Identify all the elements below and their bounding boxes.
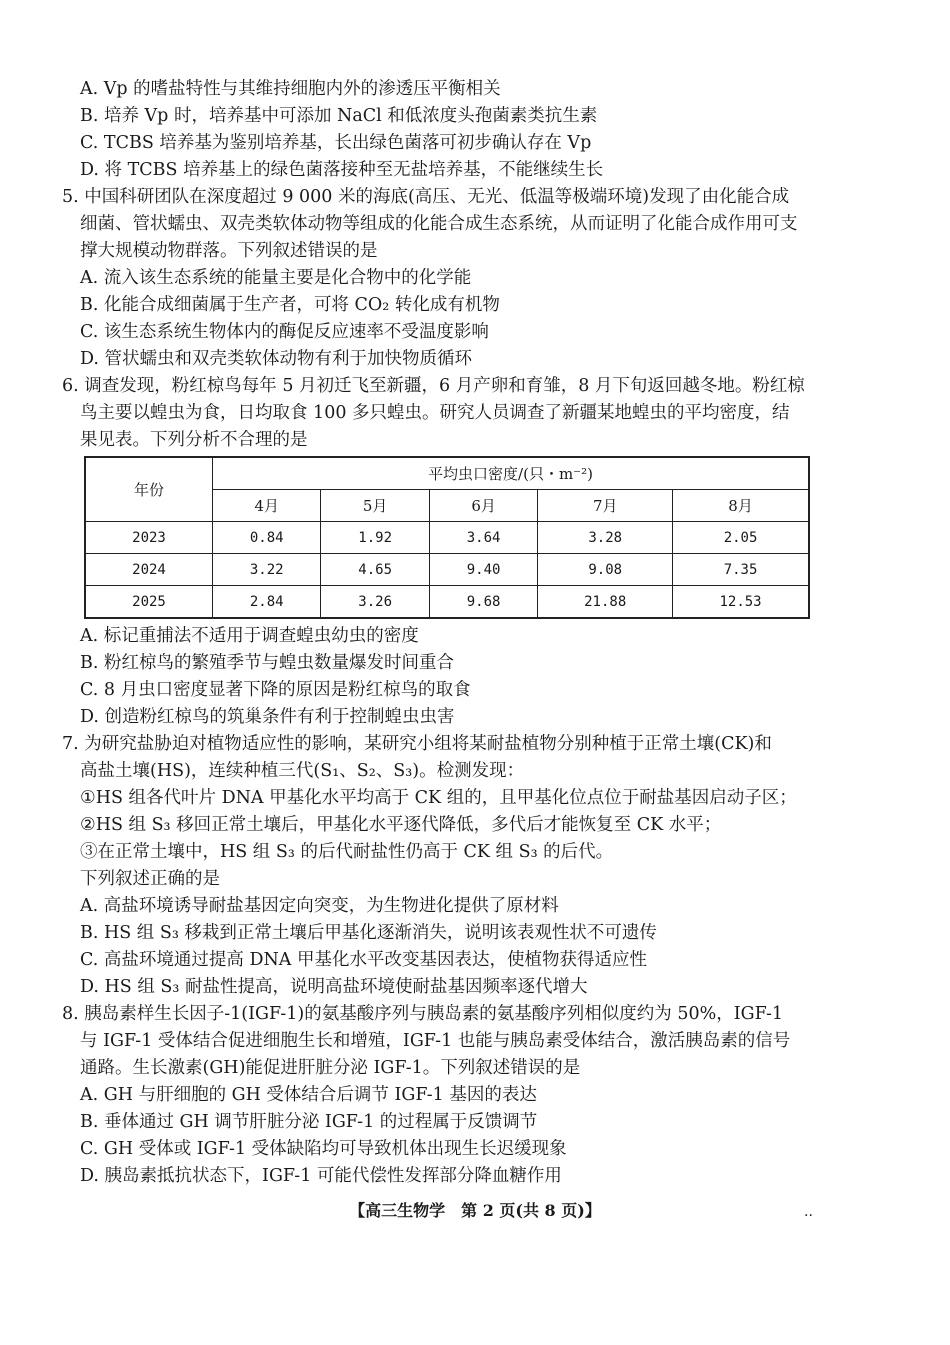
density-cell: 3.64 [429, 522, 537, 554]
density-cell: 4.65 [321, 554, 429, 586]
q7-option-c: C. 高盐环境通过提高 DNA 甲基化水平改变基因表达，使植物获得适应性 [80, 950, 647, 970]
q7-finding-1: ①HS 组各代叶片 DNA 甲基化水平均高于 CK 组的，且甲基化位点位于耐盐基因启动子区； [80, 788, 797, 808]
density-cell: 7.35 [673, 554, 809, 586]
table-row [85, 522, 809, 554]
q7-stem-line-2: 高盐土壤(HS)，连续种植三代(S₁、S₂、S₃)。检测发现： [80, 761, 525, 781]
q6-stem-line-1: 6. 调查发现，粉红椋鸟每年 5 月初迁飞至新疆，6 月产卵和育雏，8 月下旬返回越冬地。粉红椋 [62, 376, 805, 396]
year-header: 年份 [85, 457, 213, 522]
month-header: 8月 [673, 490, 809, 522]
q7-finding-2: ②HS 组 S₃ 移回正常土壤后，甲基化水平逐代降低，多代后才能恢复至 CK 水平； [80, 815, 722, 835]
year-cell: 2025 [85, 586, 213, 619]
q5-option-b: B. 化能合成细菌属于生产者，可将 CO₂ 转化成有机物 [80, 295, 500, 315]
q4-option-c: C. TCBS 培养基为鉴别培养基，长出绿色菌落可初步确认存在 Vp [80, 133, 592, 153]
q7-option-b: B. HS 组 S₃ 移栽到正常土壤后甲基化逐渐消失，说明该表观性状不可遗传 [80, 923, 657, 943]
q6-option-b: B. 粉红椋鸟的繁殖季节与蝗虫数量爆发时间重合 [80, 653, 454, 673]
q5-stem-line-2: 细菌、管状蠕虫、双壳类软体动物等组成的化能合成生态系统，从而证明了化能合成作用可支 [80, 214, 798, 234]
q8-option-b: B. 垂体通过 GH 调节肝脏分泌 IGF-1 的过程属于反馈调节 [80, 1112, 538, 1132]
month-header: 5月 [321, 490, 429, 522]
q5-stem-line-1: 5. 中国科研团队在深度超过 9 000 米的海底(高压、无光、低温等极端环境)发现了由化能合成 [62, 187, 790, 207]
table-row [85, 554, 809, 586]
q8-stem-line-3: 通路。生长激素(GH)能促进肝脏分泌 IGF-1。下列叙述错误的是 [80, 1058, 581, 1078]
month-header: 4月 [213, 490, 321, 522]
density-cell: 9.40 [429, 554, 537, 586]
q7-finding-3: ③在正常土壤中，HS 组 S₃ 的后代耐盐性仍高于 CK 组 S₃ 的后代。 [80, 842, 614, 862]
locust-density-table [84, 456, 810, 619]
q5-option-c: C. 该生态系统生物体内的酶促反应速率不受温度影响 [80, 322, 489, 342]
density-cell: 0.84 [213, 522, 321, 554]
q8-option-c: C. GH 受体或 IGF-1 受体缺陷均可导致机体出现生长迟缓现象 [80, 1139, 567, 1159]
q5-option-d: D. 管状蠕虫和双壳类软体动物有利于加快物质循环 [80, 349, 473, 369]
q8-option-a: A. GH 与肝细胞的 GH 受体结合后调节 IGF-1 基因的表达 [80, 1085, 537, 1105]
q6-option-a: A. 标记重捕法不适用于调查蝗虫幼虫的密度 [80, 626, 419, 646]
table-row [85, 586, 809, 619]
density-cell: 21.88 [538, 586, 673, 619]
density-cell: 9.08 [538, 554, 673, 586]
q4-option-d: D. 将 TCBS 培养基上的绿色菌落接种至无盐培养基，不能继续生长 [80, 160, 604, 180]
q7-option-a: A. 高盐环境诱导耐盐基因定向突变，为生物进化提供了原材料 [80, 896, 559, 916]
q6-stem-line-2: 鸟主要以蝗虫为食，日均取食 100 多只蝗虫。研究人员调查了新疆某地蝗虫的平均密度，结 [80, 403, 790, 423]
month-header: 7月 [538, 490, 673, 522]
density-header: 平均虫口密度/(只・m⁻²) [213, 457, 810, 490]
year-cell: 2023 [85, 522, 213, 554]
q6-stem-line-3: 果见表。下列分析不合理的是 [80, 430, 308, 450]
q7-prompt: 下列叙述正确的是 [80, 869, 220, 889]
density-cell: 3.28 [538, 522, 673, 554]
density-cell: 2.05 [673, 522, 809, 554]
density-cell: 3.22 [213, 554, 321, 586]
q5-stem-line-3: 撑大规模动物群落。下列叙述错误的是 [80, 241, 378, 261]
density-cell: 1.92 [321, 522, 429, 554]
q8-stem-line-2: 与 IGF-1 受体结合促进细胞生长和增殖，IGF-1 也能与胰岛素受体结合，激活胰岛素的信号 [80, 1031, 791, 1051]
density-cell: 9.68 [429, 586, 537, 619]
month-header: 6月 [429, 490, 537, 522]
q4-option-a: A. Vp 的嗜盐特性与其维持细胞内外的渗透压平衡相关 [80, 79, 501, 99]
q8-stem-line-1: 8. 胰岛素样生长因子-1(IGF-1)的氨基酸序列与胰岛素的氨基酸序列相似度约为 50%，IGF-1 [62, 1004, 784, 1024]
q8-option-d: D. 胰岛素抵抗状态下，IGF-1 可能代偿性发挥部分降血糖作用 [80, 1166, 562, 1186]
q6-option-c: C. 8 月虫口密度显著下降的原因是粉红椋鸟的取食 [80, 680, 471, 700]
year-cell: 2024 [85, 554, 213, 586]
density-cell: 12.53 [673, 586, 809, 619]
q6-option-d: D. 创造粉红椋鸟的筑巢条件有利于控制蝗虫虫害 [80, 707, 455, 727]
q7-stem-line-1: 7. 为研究盐胁迫对植物适应性的影响，某研究小组将某耐盐植物分别种植于正常土壤(CK)和 [62, 734, 772, 754]
q7-option-d: D. HS 组 S₃ 耐盐性提高，说明高盐环境使耐盐基因频率逐代增大 [80, 977, 588, 997]
density-cell: 3.26 [321, 586, 429, 619]
density-cell: 2.84 [213, 586, 321, 619]
page-footer: 【高三生物学 第 2 页(共 8 页)】 [349, 1201, 601, 1220]
q5-option-a: A. 流入该生态系统的能量主要是化合物中的化学能 [80, 268, 472, 288]
corner-mark: .. [804, 1204, 813, 1220]
q4-option-b: B. 培养 Vp 时，培养基中可添加 NaCl 和低浓度头孢菌素类抗生素 [80, 106, 598, 126]
